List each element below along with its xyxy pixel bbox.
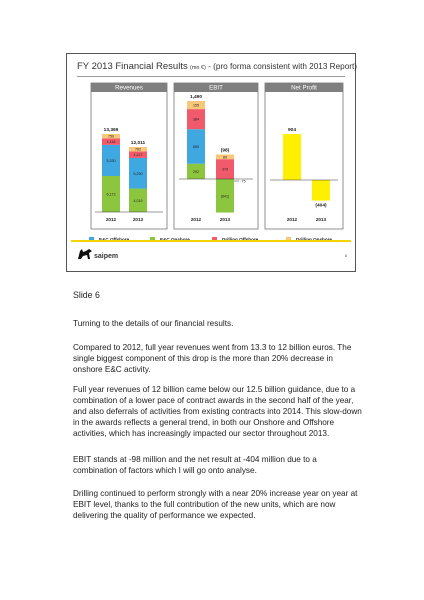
bar-value-label: 659 xyxy=(193,144,199,149)
slide-footer xyxy=(71,240,351,268)
bar-value-label: 904 xyxy=(287,128,297,133)
saipem-dog-logo-icon xyxy=(77,247,93,261)
bar-value-label: 292 xyxy=(193,169,199,174)
bar-value-label: 1,116 xyxy=(106,140,116,145)
chart-panel xyxy=(265,83,343,229)
bar-total-label: 1,490 xyxy=(189,95,203,100)
bar-value-label: (404) xyxy=(315,203,327,209)
notes-paragraph: EBIT stands at -98 million and the net result at -404 million due to a combination of factors which I will go onto analyse. xyxy=(73,455,317,475)
bar xyxy=(283,134,301,180)
x-tick-label: 2013 xyxy=(132,217,144,222)
bar-value-label: 750 xyxy=(108,134,114,139)
panel-title: Revenues xyxy=(115,84,143,92)
bar-value-label: 4,015 xyxy=(133,198,143,203)
bar-total-label: (98) xyxy=(220,148,230,154)
notes-paragraph: Turning to the details of our financial results. xyxy=(73,319,234,328)
bar-value-label: 1,117 xyxy=(133,153,143,158)
slide-label: Slide 6 xyxy=(73,290,100,300)
bar-total-label: 13,369 xyxy=(103,128,119,133)
annotation-label: -75 xyxy=(240,179,246,184)
footer-rule xyxy=(71,240,351,242)
slide xyxy=(66,53,356,272)
bar-total-label: 12,011 xyxy=(130,140,146,146)
panel-title: Net Profit xyxy=(291,84,317,92)
bar-value-label: 155 xyxy=(193,103,199,108)
bar xyxy=(312,180,330,201)
bar-value-label: 5,330 xyxy=(106,158,116,163)
slide-page-number: 6 xyxy=(345,254,347,258)
notes-paragraph: Drilling continued to perform strongly with a near 20% increase year on year at EBIT level, thanks to the full contribution of the new units, which are now delivering the quality of performance we expected. xyxy=(73,489,358,520)
bar-value-label: 379 xyxy=(222,167,228,172)
bar-value-label: 6,173 xyxy=(106,192,116,197)
bar-value-label: (641) xyxy=(220,194,230,199)
brand-name: saipem xyxy=(94,253,119,260)
bar-value-label: 384 xyxy=(193,117,199,122)
x-tick-label: 2012 xyxy=(190,217,202,222)
panel-frame xyxy=(265,83,343,229)
x-tick-label: 2012 xyxy=(105,217,117,222)
slide-title-suffix: - (pro forma consistent with 2013 Report) xyxy=(208,62,357,71)
slide-title-main: FY 2013 Financial Results xyxy=(77,61,188,72)
x-tick-label: 2012 xyxy=(286,217,298,222)
x-tick-label: 2013 xyxy=(219,217,231,222)
notes-paragraph: Full year revenues of 12 billion came below our 12.5 billion guidance, due to a combination of a lower pace of contract awards in the second half of the year, and also deferrals of activities from existing contracts into 2014. This slow-down in the awards reflects a general trend, in both our Onshore and Offshore activities, which has increasingly impacted our sector throughout 2013. xyxy=(73,385,362,438)
bar-value-label: 5,250 xyxy=(133,171,143,176)
panel-title: EBIT xyxy=(209,84,223,92)
bar-value-label: 89 xyxy=(223,155,227,160)
notes-paragraph: Compared to 2012, full year revenues went from 13.3 to 12 billion euros. The single biggest component of this drop is the more than 20% decrease in onshore E&C activity. xyxy=(73,343,352,374)
slide-title-unit: (mn €) xyxy=(190,65,206,71)
bar-value-label: 762 xyxy=(135,147,141,152)
x-tick-label: 2013 xyxy=(315,217,327,222)
